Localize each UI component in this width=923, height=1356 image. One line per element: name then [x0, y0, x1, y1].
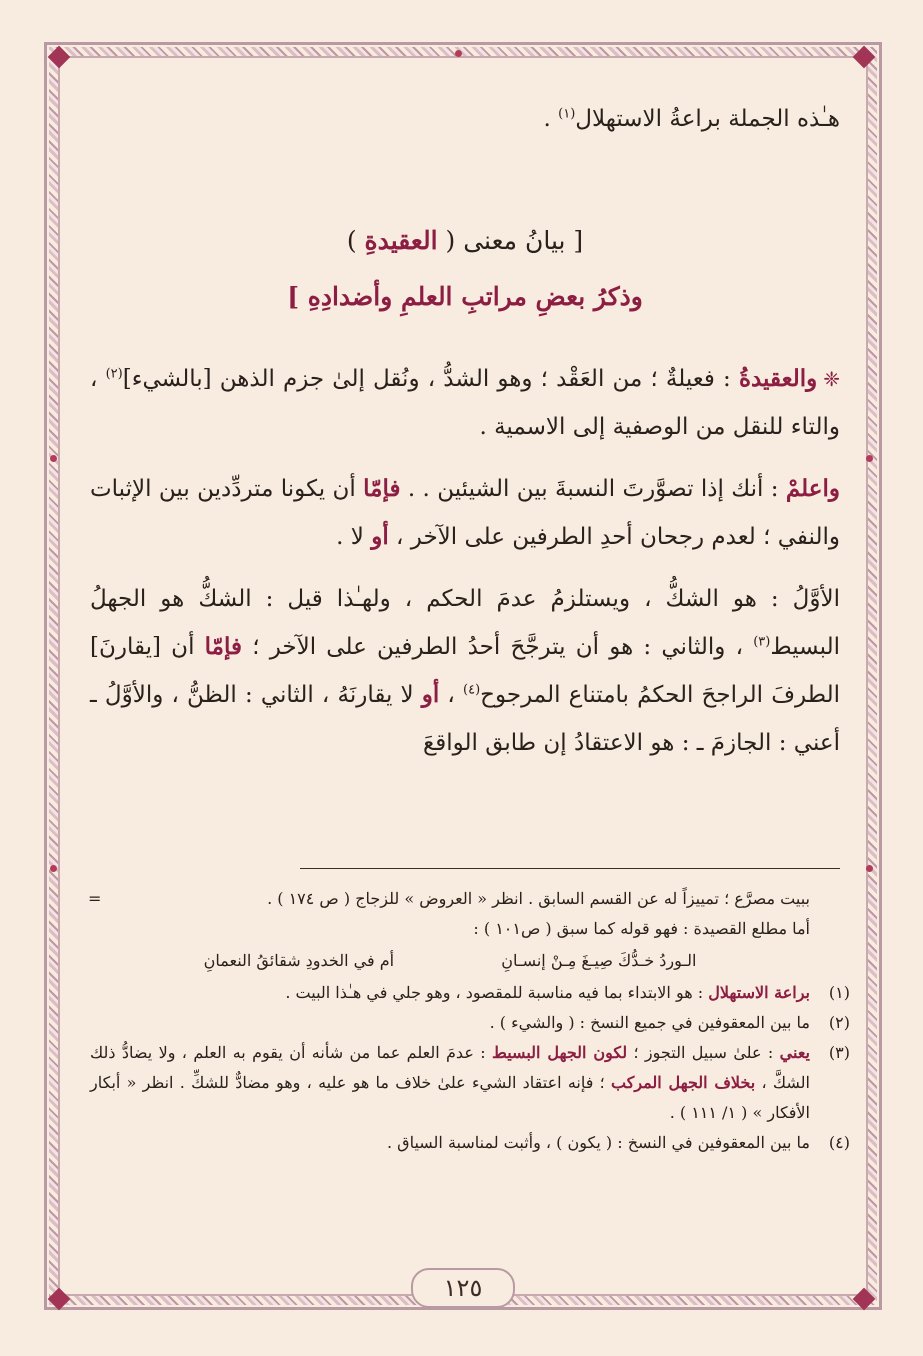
footnote-number: (٤)	[828, 1133, 850, 1152]
heading-keyword: العقيدةِ	[364, 226, 438, 255]
border-dot	[50, 455, 57, 462]
spacer	[90, 325, 840, 355]
paragraph-shakk	[90, 575, 840, 767]
para1-text2: ، والتاء للنقل من الوصفية إلى الاسمية .	[90, 366, 840, 440]
footnote-number: (٢)	[828, 1013, 850, 1032]
heading-close: )	[346, 226, 365, 255]
intro-end: .	[543, 106, 559, 132]
para2-text: : أنك إذا تصوَّرتَ النسبةَ بين الشيئين . .	[400, 476, 786, 502]
footnote-text: ما بين المعقوفين في جميع النسخ : ( والشيء ) .	[489, 1013, 810, 1032]
term-ilm: واعلمْ	[785, 475, 841, 502]
para2-text2: أن يكونا متردِّدين بين الإثبات والنفي ؛ لعدم رجحان أحدِ الطرفين على الآخر ،	[90, 476, 840, 550]
footnote-text: : عدمَ العلم عما من شأنه أن يقوم به العلم ، ولا يضادُّ ذلك الشكَّ ،	[90, 1043, 811, 1092]
footnote-text: ما بين المعقوفين في النسخ : ( يكون ) ، وأثبت لمناسبة السياق .	[386, 1133, 810, 1152]
spacer	[90, 561, 840, 575]
border-dot	[50, 865, 57, 872]
footnote-marker: (٤)	[463, 682, 481, 698]
heading-line2-text: وذكرُ بعضِ مراتبِ العلمِ وأضدادِهِ ]	[287, 282, 643, 311]
footnote-cont-line2: أما مطلع القصيدة : فهو قوله كما سبق ( ص١٠١ ) :	[473, 919, 810, 938]
main-text	[90, 95, 840, 767]
footnote-cont-body	[90, 884, 810, 978]
footnote-cont-line1: ببيت مصرَّع ؛ تمييزاً له عن القسم السابق . انظر « العروض » للزجاج ( ص ١٧٤ ) .	[267, 889, 810, 908]
footnote-marker: (١)	[558, 106, 576, 122]
footnote-number: (٣)	[828, 1043, 850, 1062]
para3-text5: لا يقارنَهُ ، الثاني : الظنُّ ، والأوَّلُ ـ أعني : الجازمَ ـ : هو الاعتقادُ إن طابق الواقعَ	[90, 682, 840, 756]
term-aqida: والعقيدةُ	[738, 365, 818, 392]
intro-text: هـٰذه الجملة براعةُ الاستهلال	[575, 106, 840, 132]
section-heading-line1	[90, 213, 840, 269]
footnote-text: : علىٰ سبيل التجوز ؛	[627, 1043, 780, 1062]
footnote-divider	[300, 868, 840, 869]
footnote-keyword: براعة الاستهلال	[708, 983, 810, 1002]
paragraph-aqida	[90, 355, 840, 451]
footnote-keyword: يعني	[779, 1043, 811, 1062]
footnote-body	[90, 1038, 810, 1128]
spacer	[90, 451, 840, 465]
footnote-text: ؛ فإنه اعتقاد الشيء علىٰ خلاف ما هو عليه ، وهو مضادٌّ للشكِّ . انظر « أبكار الأفكار » ( ١/ ١١١ ) .	[90, 1073, 810, 1122]
footnote-marker: (٢)	[105, 366, 123, 382]
footnote-marker: (٣)	[753, 634, 771, 650]
para1-text: : فعيلةٌ ؛ من العَقْد ؛ وهو الشدُّ ، ونُقل إلىٰ جزم الذهن [بالشيء]	[122, 366, 739, 392]
footnote-number: (١)	[828, 983, 850, 1002]
para3-text2: ، والثاني : هو أن يترجَّحَ أحدُ الطرفين على الآخر ؛	[242, 634, 754, 660]
keyword-aw: أو	[371, 523, 389, 550]
keyword-imma: فإمّا	[204, 633, 242, 660]
continuation-mark: =	[88, 889, 102, 908]
para3-text4: ،	[439, 682, 463, 708]
verse-first-half: الـوردُ خـدُّكَ صِيـغَ مِـنْ إنسـانِ	[501, 951, 697, 970]
para3-text3: أن [يقارنَ] الطرفَ الراجحَ الحكمُ بامتناع المرجوح	[90, 634, 840, 708]
footnote-2	[90, 1008, 850, 1038]
footnote-1	[90, 978, 850, 1008]
footnote-continuation	[90, 884, 850, 978]
verse-second-half: أم في الخدودِ شقائقُ النعمانِ	[203, 951, 395, 970]
flower-icon: ❈	[823, 367, 841, 391]
footnote-4	[90, 1128, 850, 1158]
footnote-keyword: لكون الجهل البسيط	[492, 1043, 628, 1062]
footnote-3	[90, 1038, 850, 1128]
border-dot	[866, 455, 873, 462]
section-heading-line2	[90, 269, 840, 325]
para2-text3: لا .	[336, 524, 372, 550]
poem-verse	[90, 944, 810, 978]
footnote-text: : هو الابتداء بما فيه مناسبة للمقصود ، وهو جلي في هـٰذا البيت .	[285, 983, 709, 1002]
footnote-body	[90, 978, 810, 1008]
footnotes	[90, 884, 850, 1158]
keyword-imma: فإمّا	[363, 475, 401, 502]
intro-line	[90, 95, 840, 143]
border-dot	[866, 865, 873, 872]
page-number: ١٢٥	[411, 1268, 515, 1308]
keyword-aw: أو	[421, 681, 440, 708]
para3-text: الأوَّلُ : هو الشكُّ ، ويستلزمُ عدمَ الحكم ، ولهـٰذا قيل : الشكُّ هو الجهلُ البسيط	[90, 586, 840, 660]
border-dot	[455, 50, 462, 57]
footnote-keyword: بخلاف الجهل المركب	[610, 1073, 756, 1092]
heading-open: [ بيانُ معنى (	[437, 226, 584, 255]
paragraph-ilm	[90, 465, 840, 561]
footnote-number-empty	[810, 884, 850, 978]
